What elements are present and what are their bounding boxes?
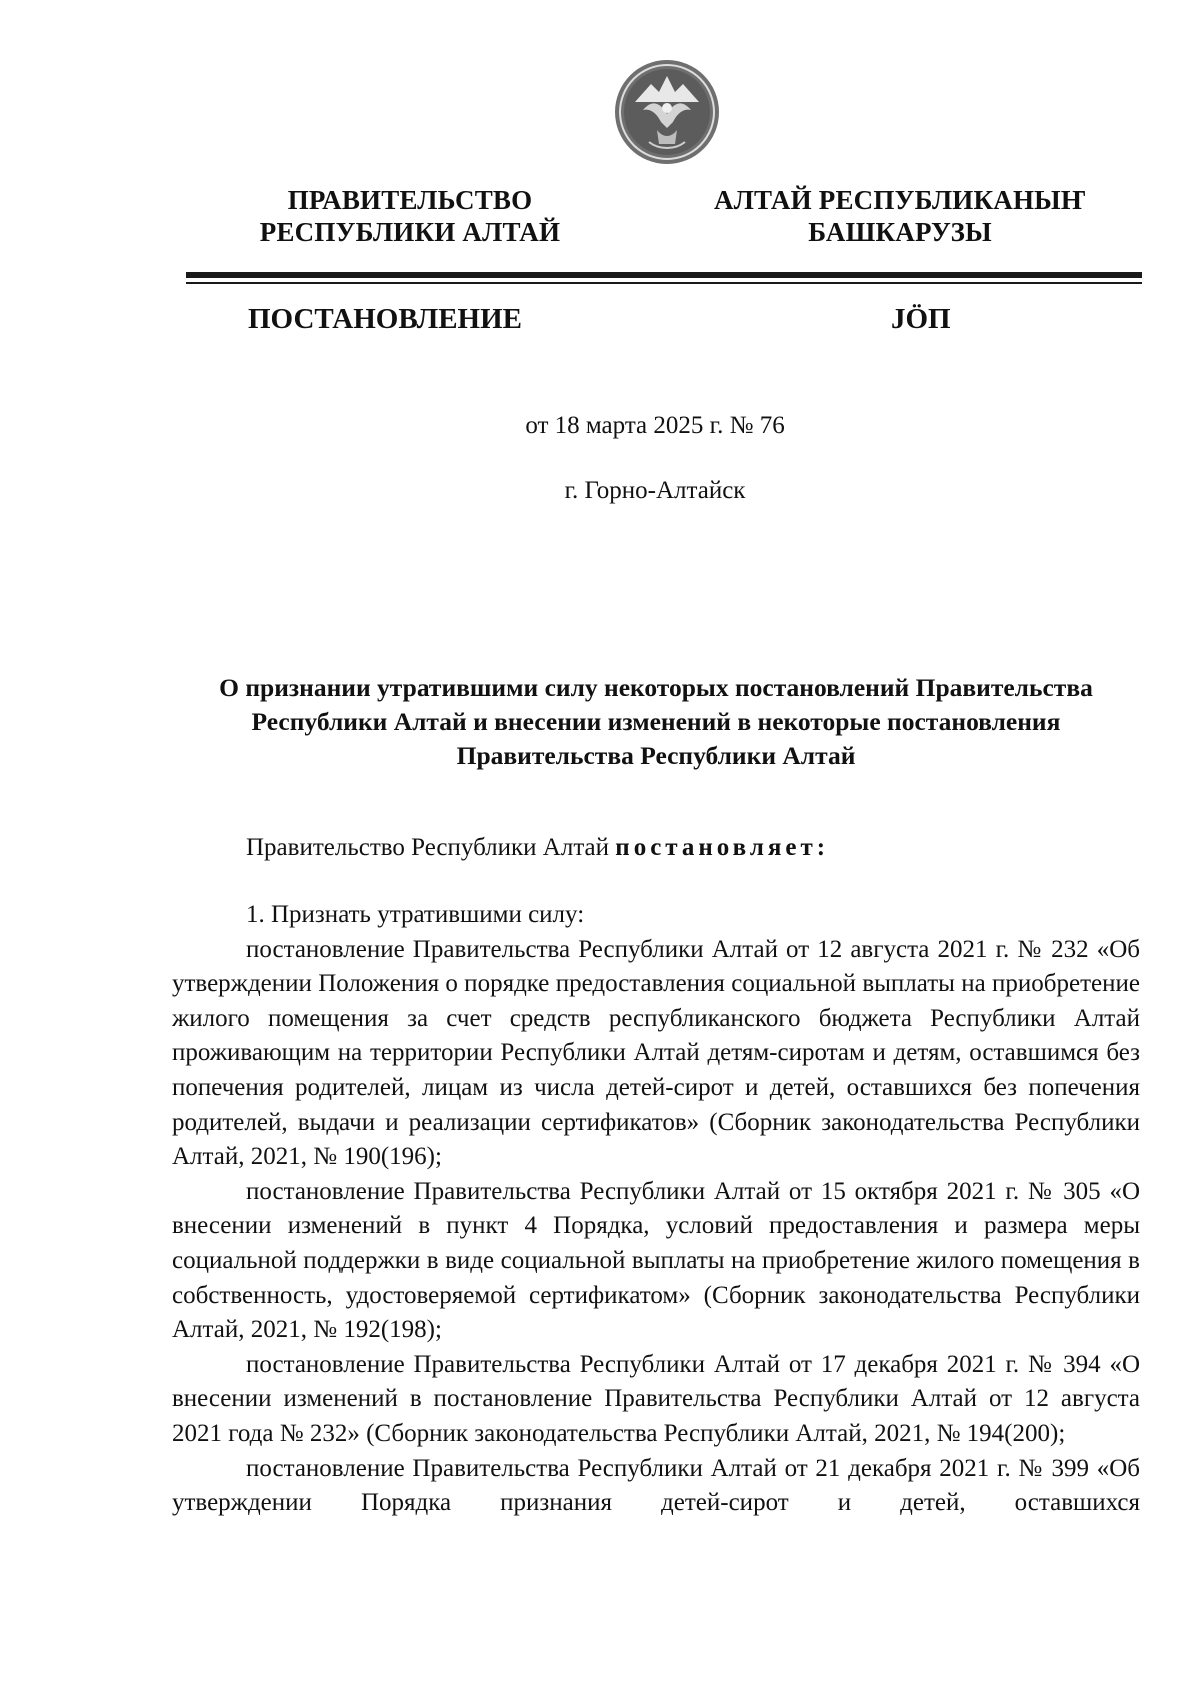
body-paragraph: постановление Правительства Республики Алтай от 15 октября 2021 г. № 305 «О внесении изменений в пункт 4 Порядка, условий предоставления и размера меры социальной поддержки в виде социальной выплаты на приобретение жилого помещения в собственность, удостоверяемой сертификатом» (Сборник законодательства Республики Алтай, 2021, № 192(198); [172,1177,1140,1344]
body-paragraph: постановление Правительства Республики Алтай от 17 декабря 2021 г. № 394 «О внесении изменений в постановление Правительства Республики Алтай от 12 августа 2021 года № 232» (Сборник законодательства Республики Алтай, 2021, № 194(200); [172,1350,1140,1447]
government-name-altai [680,184,1120,248]
government-name-line1: ПРАВИТЕЛЬСТВО [287,185,533,215]
document-type-russian: ПОСТАНОВЛЕНИЕ [248,303,523,335]
government-name-altai-line1: АЛТАЙ РЕСПУБЛИКАНЫҤ [714,185,1086,215]
document-title [172,671,1140,773]
government-name-russian [190,184,630,248]
body-paragraph: постановление Правительства Республики Алтай от 21 декабря 2021 г. № 399 «Об утверждении Порядка признания детей-сирот и детей, оставшихся [172,1454,1140,1517]
coat-of-arms-emblem [613,58,721,166]
body-paragraph: 1. Признать утратившими силу: [246,901,585,928]
government-name-altai-line2: БАШКАРУЗЫ [808,217,992,247]
title-line3: Правительства Республики Алтай [456,741,856,770]
resolution-intro [246,831,829,865]
document-date-number: от 18 марта 2025 г. № 76 [525,412,785,439]
document-body [172,898,1140,1521]
header-divider-thick [186,272,1142,278]
intro-emphasis: постановляет: [615,834,830,861]
title-line2: Республики Алтай и внесении изменений в некоторые постановления [251,707,1061,736]
body-paragraph: постановление Правительства Республики Алтай от 12 августа 2021 г. № 232 «Об утверждении Положения о порядке предоставления социальной выплаты на приобретение жилого помещения за счет средств республиканского бюджета Республики Алтай проживающим на территории Республики Алтай детям-сиротам и детям, оставшимся без попечения родителей, лицам из числа детей-сирот и детей, оставшихся без попечения родителей, выдачи и реализации сертификатов» (Сборник законодательства Республики Алтай, 2021, № 190(196); [172,935,1140,1171]
title-line1: О признании утратившими силу некоторых постановлений Правительства [219,673,1093,702]
document-type-altai: JӦП [891,303,951,335]
header-divider-thin [186,282,1142,284]
government-name-line2: РЕСПУБЛИКИ АЛТАЙ [259,217,561,247]
document-city: г. Горно-Алтайск [564,477,746,504]
intro-text: Правительство Республики Алтай [246,834,616,861]
